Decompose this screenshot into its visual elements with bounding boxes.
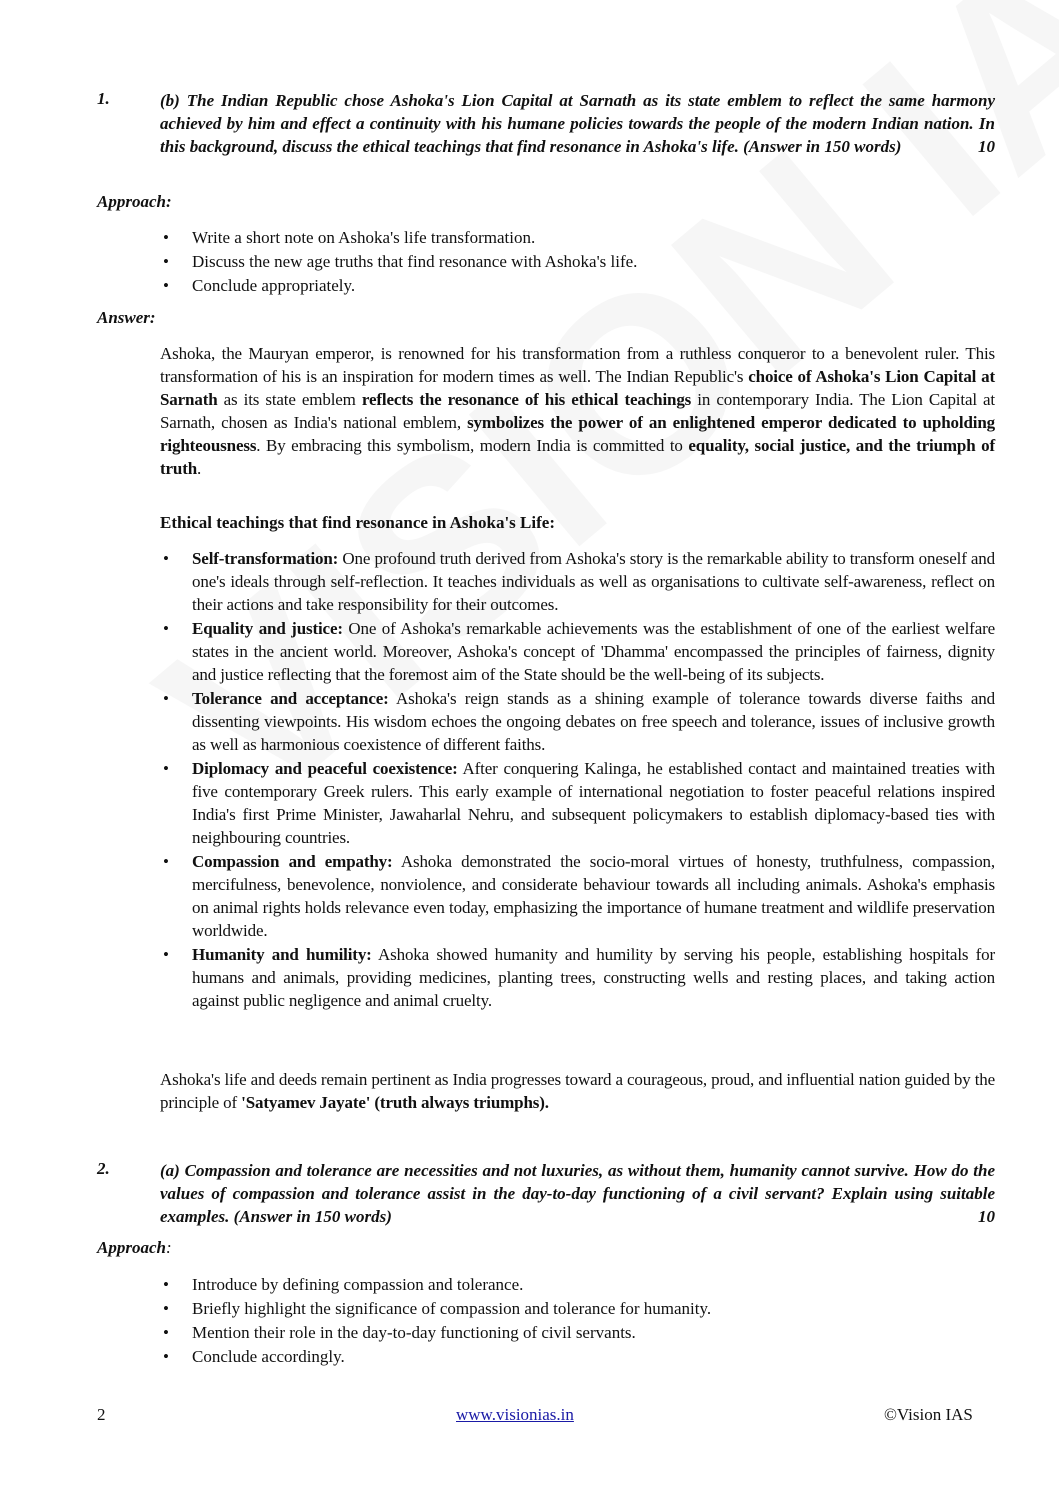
bullet-icon: • <box>163 228 169 247</box>
list-item-text: Conclude accordingly. <box>192 1347 345 1366</box>
text-segment: Ashoka, the Mauryan emperor, is renowned for his transformation from a ruthless conqueror to a benevolent ruler. This transformation of his is an inspiration for modern times as well. The Indian Republic's <box>160 344 995 386</box>
point-title: Humanity and humility: <box>192 945 372 964</box>
point-title: Compassion and empathy: <box>192 852 393 871</box>
point-title: Self-transformation: <box>192 549 339 568</box>
question-1-body: (b) The Indian Republic chose Ashoka's Lion Capital at Sarnath as its state emblem to reflect the same harmony achieved by him and effect a continuity with his humane policies towards the people of the modern Indian nation. In this background, discuss the ethical teachings that find resonance in Ashoka's life. (Answer in 150 words) <box>160 91 995 156</box>
bullet-icon: • <box>163 276 169 295</box>
point-title: Diplomacy and peaceful coexistence: <box>192 759 458 778</box>
approach-label: Approach: <box>97 192 172 211</box>
list-item-text: Discuss the new age truths that find resonance with Ashoka's life. <box>192 252 638 271</box>
question-2-body: (a) Compassion and tolerance are necessities and not luxuries, as without them, humanity cannot survive. How do the values of compassion and tolerance assist in the day-to-day functioning of a civil servant? Explain using suitable examples. (Answer in 150 words) <box>160 1161 995 1226</box>
bold-text: reflects the resonance of his ethical teachings <box>361 390 692 409</box>
approach-label-2 <box>97 1238 172 1258</box>
bullet-icon: • <box>163 549 169 568</box>
list-item <box>160 1297 995 1321</box>
list-item <box>160 274 995 298</box>
bullet-icon: • <box>163 1299 169 1318</box>
bullet-icon: • <box>163 252 169 271</box>
text-segment: . By embracing this symbolism, modern India is committed to <box>256 436 689 455</box>
text-segment: Ashoka's life and deeds remain pertinent as India progresses toward a courageous, proud, and influential nation guided by the principle of <box>160 1070 996 1112</box>
bold-text: 'Satyamev Jayate' (truth always triumphs). <box>241 1093 549 1112</box>
point-text: One profound truth derived from Ashoka's story is the remarkable ability to transform oneself and one's ideals through self-reflection. It teaches individuals as well as organisations to cultivate self-awareness, reflect on their actions and take responsibility for their outcomes. <box>192 549 995 614</box>
conclusion-paragraph <box>160 1068 995 1114</box>
list-item <box>160 850 995 942</box>
question-2-marks: 10 <box>978 1207 995 1226</box>
point-text: Ashoka's reign stands as a shining example of tolerance towards diverse faiths and dissenting viewpoints. His wisdom echoes the ongoing debates on free speech and tolerance, issues of inclusive growth as well as harmonious coexistence of different faiths. <box>192 689 996 754</box>
list-item <box>160 617 995 686</box>
bullet-icon: • <box>163 852 169 871</box>
bullet-icon: • <box>163 1323 169 1342</box>
list-item <box>160 1273 995 1297</box>
copyright: ©Vision IAS <box>884 1405 973 1424</box>
bullet-icon: • <box>163 945 169 964</box>
text-segment: . <box>197 459 202 478</box>
approach-label-text: Approach <box>97 1238 166 1257</box>
point-text: After conquering Kalinga, he established contact and maintained treaties with five contemporary Greek rulers. This early example of international negotiation to foster peaceful relations inspired India's first Prime Minister, Jawaharlal Nehru, and subsequent policymakers to establish diplomacy-based ties with neighbouring countries. <box>192 759 995 847</box>
bullet-icon: • <box>163 1275 169 1294</box>
point-text: Ashoka demonstrated the socio-moral virtues of honesty, truthfulness, compassion, mercifulness, benevolence, nonviolence, and considerate behaviour towards all including animals. Ashoka's emphasis on animal rights holds relevance even today, emphasizing the importance of humane treatment and wildlife preservation worldwide. <box>192 852 995 940</box>
bold-text: symbolizes the power of an enlightened emperor dedicated to upholding righteousness <box>160 413 995 455</box>
answer-label: Answer: <box>97 308 156 327</box>
bold-text: equality, social justice, and the triumph of truth <box>160 436 995 478</box>
list-item <box>160 250 995 274</box>
question-2-text <box>160 1159 995 1228</box>
list-item <box>160 687 995 756</box>
list-item <box>160 757 995 849</box>
list-item-text: Write a short note on Ashoka's life transformation. <box>192 228 536 247</box>
point-text: Ashoka showed humanity and humility by serving his people, establishing hospitals for humans and animals, providing medicines, planting trees, constructing wells and resting places, and taking action against public negligence and animal cruelty. <box>192 945 995 1010</box>
bullet-icon: • <box>163 1347 169 1366</box>
bold-text: choice of Ashoka's Lion Capital at Sarnath <box>160 367 995 409</box>
list-item-text: Mention their role in the day-to-day functioning of civil servants. <box>192 1323 636 1342</box>
section-heading: Ethical teachings that find resonance in Ashoka's Life: <box>160 513 555 532</box>
question-1-number: 1. <box>97 89 110 108</box>
list-item <box>160 226 995 250</box>
point-title: Tolerance and acceptance: <box>192 689 389 708</box>
question-2-number: 2. <box>97 1159 110 1178</box>
list-item <box>160 547 995 616</box>
approach-colon: : <box>165 1238 172 1257</box>
list-item-text: Briefly highlight the significance of compassion and tolerance for humanity. <box>192 1299 712 1318</box>
list-item <box>160 943 995 1012</box>
page-number: 2 <box>97 1405 106 1424</box>
ethical-teachings-list <box>160 547 995 1013</box>
text-segment: as its state emblem <box>217 390 362 409</box>
answer-intro-paragraph <box>160 342 995 480</box>
point-title: Equality and justice: <box>192 619 343 638</box>
bullet-icon: • <box>163 619 169 638</box>
list-item <box>160 1345 995 1369</box>
question-1-text <box>160 89 995 158</box>
question-1-marks: 10 <box>978 137 995 156</box>
point-text: One of Ashoka's remarkable achievements was the establishment of one of the earliest welfare states in the ancient world. Moreover, Ashoka's concept of 'Dhamma' encompassed the principles of fairness, dignity and justice reflecting that the foremost aim of the State should be the well-being of its subjects. <box>192 619 995 684</box>
text-segment: in contemporary India. The Lion Capital at Sarnath, chosen as India's national emblem, <box>160 390 995 432</box>
q2-approach-list <box>160 1273 995 1369</box>
bullet-icon: • <box>163 759 169 778</box>
q1-approach-list <box>160 226 995 298</box>
list-item-text: Introduce by defining compassion and tolerance. <box>192 1275 524 1294</box>
website-link[interactable]: www.visionias.in <box>456 1405 574 1424</box>
list-item <box>160 1321 995 1345</box>
bullet-icon: • <box>163 689 169 708</box>
list-item-text: Conclude appropriately. <box>192 276 356 295</box>
